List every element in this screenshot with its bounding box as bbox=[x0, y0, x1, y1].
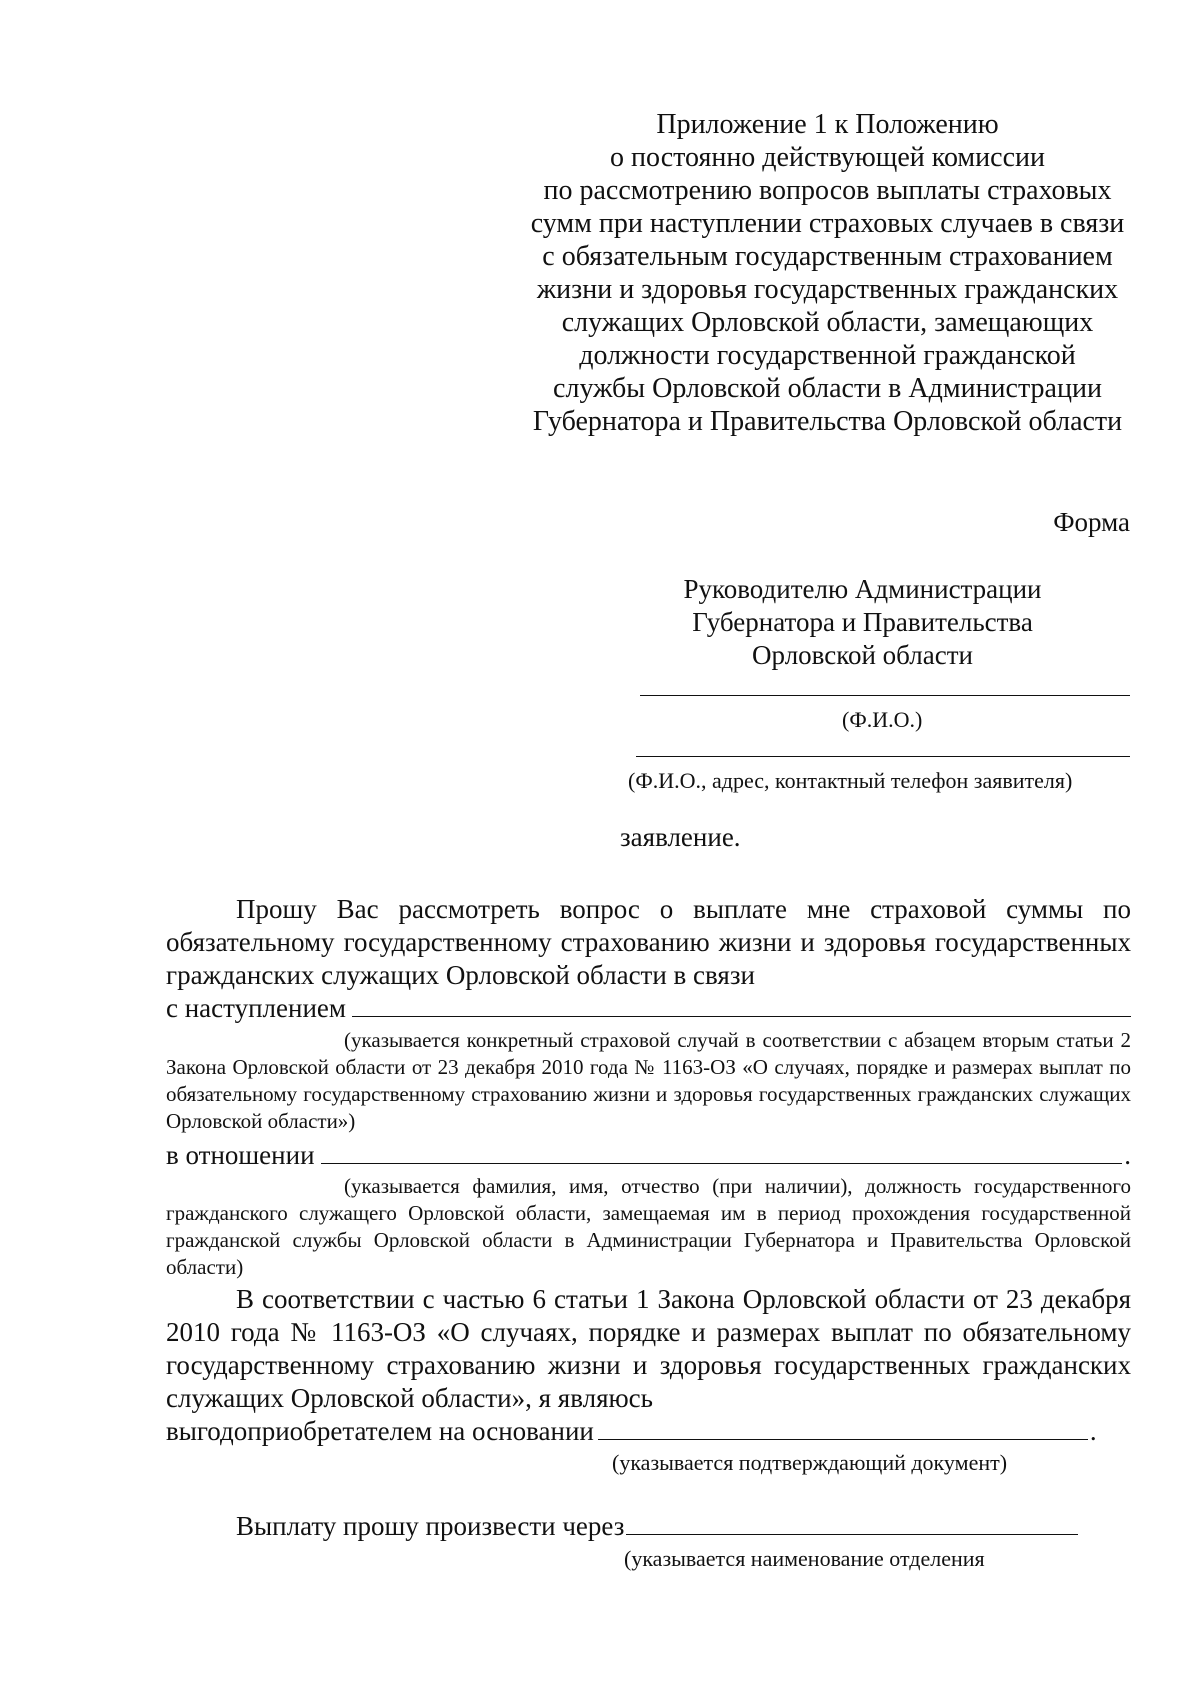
relation-row bbox=[166, 1139, 1131, 1172]
header-line: служащих Орловской области, замещающих bbox=[561, 307, 1094, 338]
addressee-line: Губернатора и Правительства bbox=[692, 607, 1033, 637]
fio-field-line[interactable] bbox=[640, 695, 1130, 696]
payment-label: Выплату прошу произвести через bbox=[236, 1511, 625, 1541]
applicant-caption: (Ф.И.О., адрес, контактный телефон заявителя) bbox=[628, 768, 1073, 793]
insured-event-note: (указывается конкретный страховой случай в соответствии с абзацем вторым статьи 2 Закона Орловской области от 23 декабря 2010 года № 1163-ОЗ «О случаях, порядке и размерах выплат по обязательному государственному страхованию жизни и здоровья государственных гражданских служащих Орловской области») bbox=[166, 1028, 1131, 1133]
header-line: о постоянно действующей комиссии bbox=[610, 142, 1045, 173]
insured-event-row bbox=[166, 992, 1131, 1025]
header-line: сумм при наступлении страховых случаев в связи bbox=[530, 208, 1125, 239]
payment-note: (указывается наименование отделения bbox=[624, 1546, 985, 1571]
header-line: по рассмотрению вопросов выплаты страховых bbox=[543, 175, 1112, 206]
beneficiary-field[interactable] bbox=[598, 1417, 1088, 1440]
header-line: службы Орловской области в Администрации bbox=[553, 373, 1102, 404]
addressee-line: Руководителю Администрации bbox=[683, 574, 1042, 604]
header-line: Приложение 1 к Положению bbox=[656, 109, 999, 140]
addressee-line: Орловской области bbox=[752, 640, 973, 670]
form-label: Форма bbox=[1053, 507, 1130, 537]
applicant-field-line[interactable] bbox=[636, 756, 1130, 757]
relation-end-dot: . bbox=[1124, 1140, 1131, 1170]
appendix-header bbox=[500, 108, 1155, 438]
fio-caption: (Ф.И.О.) bbox=[842, 707, 923, 732]
header-line: с обязательным государственным страхованием bbox=[542, 241, 1113, 272]
insured-event-label: с наступлением bbox=[166, 993, 346, 1023]
document-title: заявление. bbox=[620, 822, 741, 852]
payment-field[interactable] bbox=[626, 1512, 1078, 1535]
addressee-block bbox=[655, 573, 1070, 672]
header-line: Губернатора и Правительства Орловской области bbox=[532, 406, 1123, 437]
beneficiary-row bbox=[166, 1415, 1131, 1448]
basis-paragraph: В соответствии с частью 6 статьи 1 Закона Орловской области от 23 декабря 2010 года № 1163-ОЗ «О случаях, порядке и размерах выплат по обязательному государственному страхованию жизни и здоровья государственных гражданских служащих Орловской области», я являюсь bbox=[166, 1284, 1131, 1413]
beneficiary-note: (указывается подтверждающий документ) bbox=[612, 1450, 1008, 1475]
insured-event-field[interactable] bbox=[352, 994, 1131, 1017]
request-paragraph: Прошу Вас рассмотреть вопрос о выплате мне страховой суммы по обязательному государственному страхованию жизни и здоровья государственных гражданских служащих Орловской области в связи bbox=[166, 894, 1131, 990]
payment-row bbox=[236, 1510, 1136, 1543]
beneficiary-label: выгодоприобретателем на основании bbox=[166, 1416, 594, 1446]
relation-field[interactable] bbox=[321, 1141, 1123, 1164]
header-line: должности государственной гражданской bbox=[579, 340, 1076, 371]
beneficiary-end-dot: . bbox=[1089, 1416, 1097, 1446]
header-line: жизни и здоровья государственных гражданских bbox=[536, 274, 1119, 305]
relation-note: (указывается фамилия, имя, отчество (при наличии), должность государственного гражданского служащего Орловской области, замещаемая им в период прохождения государственной гражданской службы Орловской области в Администрации Губернатора и Правительства Орловской области) bbox=[166, 1174, 1131, 1279]
relation-label: в отношении bbox=[166, 1140, 315, 1170]
